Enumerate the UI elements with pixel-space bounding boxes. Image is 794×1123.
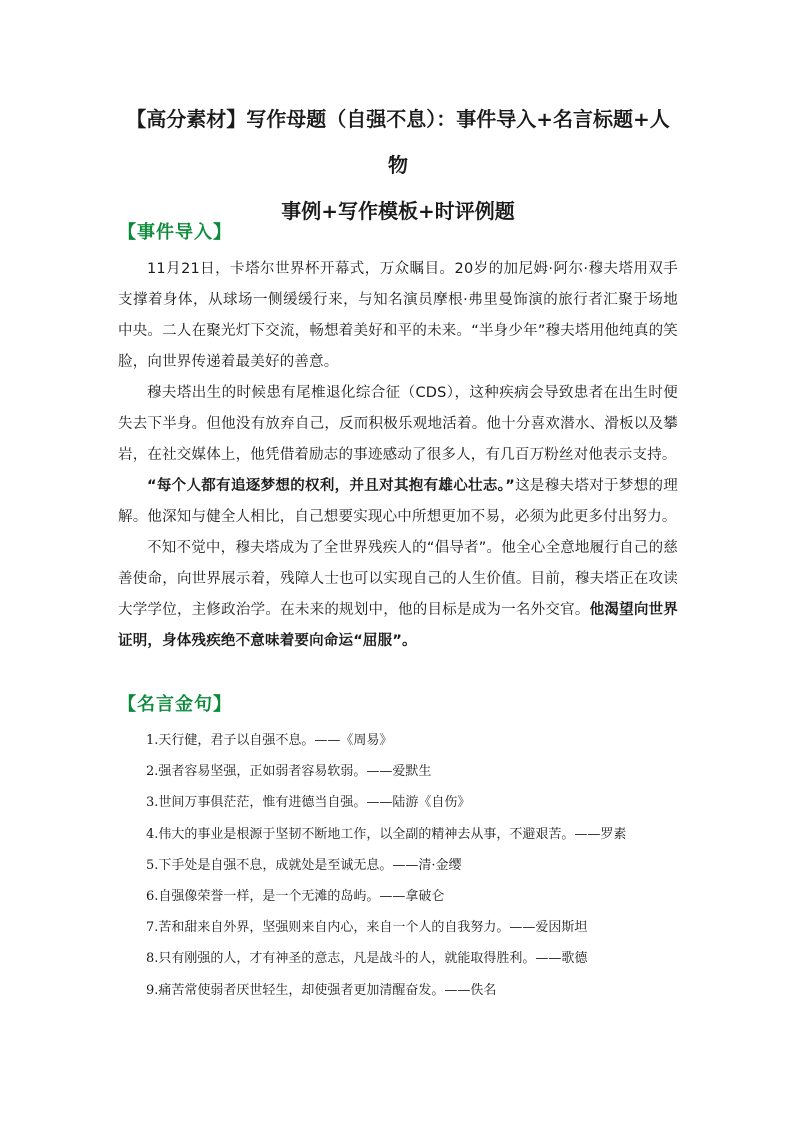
list-item: 8.只有刚强的人，才有神圣的意志，凡是战斗的人，就能取得胜利。——歌德	[146, 951, 588, 967]
event-paragraph-4	[118, 533, 678, 657]
section-heading-event: 【事件导入】	[118, 222, 232, 243]
list-item: 1.天行健，君子以自强不息。——《周易》	[146, 733, 393, 748]
list-item: 4.伟大的事业是根源于坚韧不断地工作，以全副的精神去从事，不避艰苦。——罗素	[146, 826, 627, 842]
title-line-2: 事例+写作模板+时评例题	[281, 199, 515, 223]
list-item: 5.下手处是自强不息，成就处是至诚无息。——清·金缨	[146, 857, 462, 873]
title-line-1: 【高分素材】写作母题（自强不息）：事件导入+名言标题+人物	[126, 107, 670, 177]
quote-bold: “每个人都有追逐梦想的权利，并且对其抱有雄心壮志。”	[147, 478, 515, 494]
list-item: 3.世间万事俱茫茫，惟有进德当自强。——陆游《自伤》	[146, 795, 471, 811]
event-paragraph-3	[118, 471, 678, 533]
list-item: 9.痛苦常使弱者厌世轻生，却使强者更加清醒奋发。——佚名	[146, 982, 497, 998]
list-item: 7.苦和甜来自外界，坚强则来自内心，来自一个人的自我努力。——爱因斯坦	[146, 920, 588, 936]
quotes-list	[146, 725, 686, 1006]
quote-rest: 这是穆夫塔对于梦想的理解。他深知与健全人相比，自己想要实现心中所想更加不易，必须为此更多付出努力。	[118, 478, 678, 525]
list-item: 2.强者容易坚强，正如弱者容易软弱。——爱默生	[146, 764, 432, 780]
document-title	[118, 96, 678, 234]
event-paragraph-1: 11月21日，卡塔尔世界杯开幕式，万众瞩目。20岁的加尼姆·阿尔·穆夫塔用双手支撑着身体，从球场一侧缓缓行来，与知名演员摩根·弗里曼饰演的旅行者汇聚于场地中央。二人在聚光灯下交流，畅想着美好和平的未来。“半身少年”穆夫塔用他纯真的笑脸，向世界传递着最美好的善意。	[118, 261, 678, 370]
event-paragraph-2: 穆夫塔出生的时候患有尾椎退化综合征（CDS），这种疾病会导致患者在出生时便失去下半身。但他没有放弃自己，反而积极乐观地活着。他十分喜欢潜水、滑板以及攀岩，在社交媒体上，他凭借着励志的事迹感动了很多人，有几百万粉丝对他表示支持。	[118, 385, 678, 463]
section-heading-quotes: 【名言金句】	[118, 694, 232, 715]
list-item: 6.自强像荣誉一样，是一个无滩的岛屿。——拿破仑	[146, 889, 445, 905]
para4-plain: 不知不觉中，穆夫塔成为了全世界残疾人的“倡导者”。他全心全意地履行自己的慈善使命，向世界展示着，残障人士也可以实现自己的人生价值。目前，穆夫塔正在攻读大学学位，主修政治学。在未来的规划中，他的目标是成为一名外交官。	[118, 540, 678, 618]
para4-bold: 他渴望向世界证明，身体残疾绝不意味着要向命运“屈服”。	[118, 602, 678, 649]
event-body	[118, 254, 678, 657]
